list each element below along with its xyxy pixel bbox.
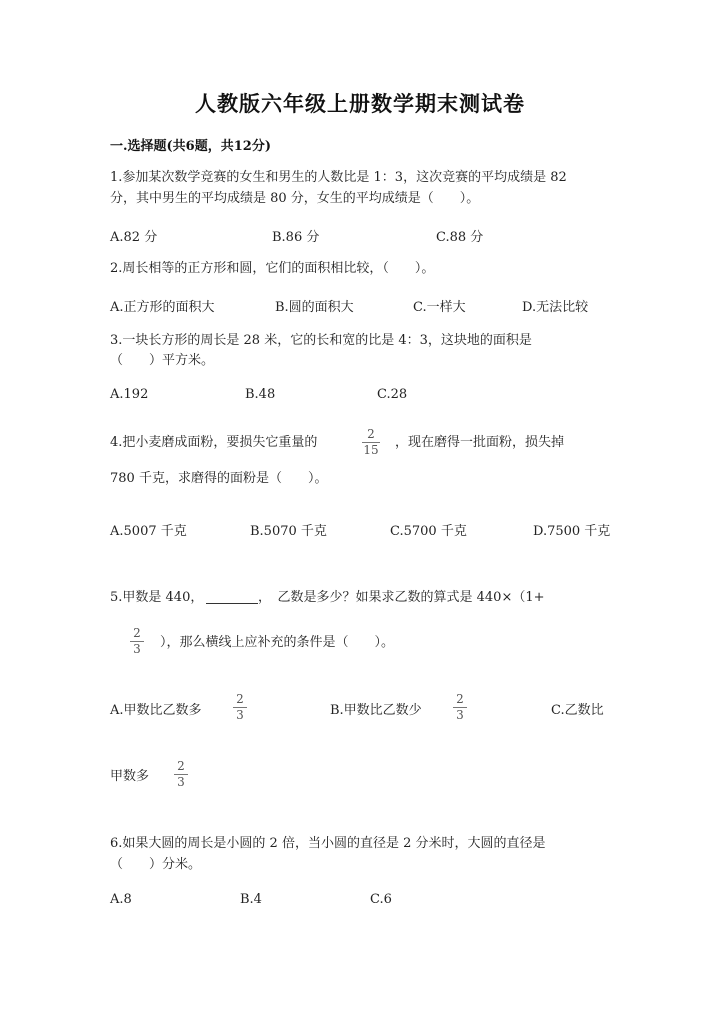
q5-option-b[interactable]: B.甲数比乙数少 — [330, 703, 422, 718]
q2-option-c[interactable]: C.一样大 — [413, 300, 466, 315]
q6-option-b[interactable]: B.4 — [240, 892, 262, 907]
q3-option-a[interactable]: A.192 — [110, 387, 149, 402]
q1-option-b[interactable]: B.86 分 — [272, 230, 320, 245]
q1-option-c[interactable]: C.88 分 — [436, 230, 484, 245]
q4-fraction-numerator: 2 — [367, 427, 375, 441]
q3-text-line1: 3.一块长方形的周长是 28 米，它的长和宽的比是 4：3，这块地的面积是 — [110, 333, 532, 348]
q5-option-c[interactable]: C.乙数比 — [551, 703, 604, 718]
q2-option-a[interactable]: A.正方形的面积大 — [110, 300, 215, 315]
fraction-denominator: 3 — [456, 708, 464, 722]
q6-option-c[interactable]: C.6 — [370, 892, 392, 907]
q4-fraction — [362, 428, 380, 457]
q2-text: 2.周长相等的正方形和圆，它们的面积相比较，（ ）。 — [110, 261, 435, 276]
q4-option-c[interactable]: C.5700 千克 — [390, 524, 467, 539]
q5-option-c-fraction — [174, 760, 188, 789]
fraction-numerator: 2 — [236, 692, 244, 706]
page-title: 人教版六年级上册数学期末测试卷 — [195, 91, 525, 116]
fraction-numerator: 2 — [177, 759, 185, 773]
q2-option-b[interactable]: B.圆的面积大 — [275, 300, 354, 315]
q4-text-part1: 4.把小麦磨成面粉，要损失它重量的 — [110, 435, 318, 450]
section-heading: 一.选择题(共6题，共12分) — [110, 139, 271, 154]
q5-text-line2: ），那么横线上应补充的条件是（ ）。 — [160, 635, 395, 650]
q4-option-b[interactable]: B.5070 千克 — [250, 524, 327, 539]
q6-text-line2: （ ）分米。 — [110, 857, 202, 872]
q4-text-line2: 780 千克，求磨得的面粉是（ ）。 — [110, 471, 328, 486]
q5-text-part2: ， 乙数是多少？如果求乙数的算式是 440×（1+ — [258, 590, 545, 605]
fraction-denominator: 3 — [177, 775, 185, 789]
q1-option-a[interactable]: A.82 分 — [110, 230, 158, 245]
q4-fraction-denominator: 15 — [363, 443, 379, 457]
q3-option-c[interactable]: C.28 — [377, 387, 408, 402]
q6-text-line1: 6.如果大圆的周长是小圆的 2 倍，当小圆的直径是 2 分米时，大圆的直径是 — [110, 836, 546, 851]
q3-option-b[interactable]: B.48 — [245, 387, 276, 402]
q2-option-d[interactable]: D.无法比较 — [522, 300, 589, 315]
q1-text-line1: 1.参加某次数学竞赛的女生和男生的人数比是 1：3，这次竞赛的平均成绩是 82 — [110, 170, 567, 185]
fraction-numerator: 2 — [456, 692, 464, 706]
fraction-denominator: 3 — [236, 708, 244, 722]
q5-fraction-numerator: 2 — [133, 626, 141, 640]
q4-text-part2: ，现在磨得一批面粉，损失掉 — [395, 435, 565, 450]
q5-answer-blank — [206, 589, 258, 608]
q3-text-line2: （ ）平方米。 — [110, 353, 215, 368]
q5-fraction-denominator: 3 — [133, 642, 141, 656]
q1-text-line2: 分，其中男生的平均成绩是 80 分，女生的平均成绩是（ ）。 — [110, 191, 480, 206]
q5-option-a[interactable]: A.甲数比乙数多 — [110, 703, 202, 718]
q6-option-a[interactable]: A.8 — [110, 892, 132, 907]
q4-option-a[interactable]: A.5007 千克 — [110, 524, 187, 539]
q4-option-d[interactable]: D.7500 千克 — [533, 524, 611, 539]
q5-option-a-fraction — [233, 693, 247, 722]
q5-option-c-continued: 甲数多 — [110, 769, 150, 784]
q5-text-part1: 5.甲数是 440， — [110, 590, 204, 605]
q5-fraction — [130, 627, 144, 656]
q5-option-b-fraction — [453, 693, 467, 722]
